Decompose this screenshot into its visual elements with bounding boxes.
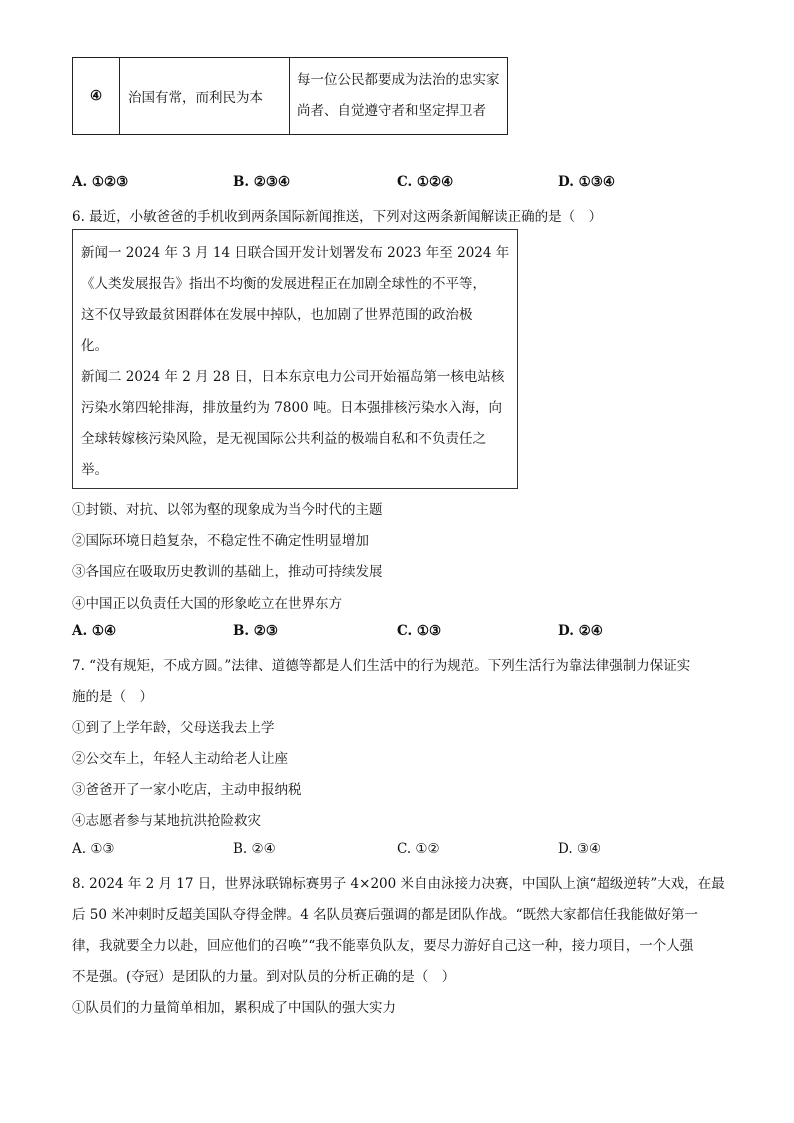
row-principle: 治国有常，而利民为本 bbox=[120, 58, 290, 135]
q5-option-c[interactable]: C. ①②④ bbox=[397, 174, 454, 190]
q6-item-2: ②国际环境日趋复杂，不稳定性不确定性明显增加 bbox=[72, 533, 369, 549]
news-line-1: 新闻一 2024 年 3 月 14 日联合国开发计划署发布 2023 年至 2024 年 bbox=[81, 245, 510, 261]
q6-option-d[interactable]: D. ②④ bbox=[558, 623, 603, 639]
q6-option-a[interactable]: A. ①④ bbox=[72, 623, 117, 639]
q5-option-d[interactable]: D. ①③④ bbox=[558, 174, 615, 190]
q7-stem-line1: 7. “没有规矩，不成方圆。”法律、道德等都是人们生活中的行为规范。下列生活行为靠法律强制力保证实 bbox=[72, 658, 691, 674]
news-line-8: 举。 bbox=[81, 462, 108, 478]
news-line-4: 化。 bbox=[81, 338, 108, 354]
q7-option-c[interactable]: C. ①② bbox=[397, 841, 440, 857]
q6-item-3: ③各国应在吸取历史教训的基础上，推动可持续发展 bbox=[72, 564, 383, 580]
q6-option-b[interactable]: B. ②③ bbox=[233, 623, 279, 639]
q6-item-4: ④中国正以负责任大国的形象屹立在世界东方 bbox=[72, 596, 342, 612]
news-line-2: 《人类发展报告》指出不均衡的发展进程正在加剧全球性的不平等， bbox=[81, 276, 486, 292]
q7-item-1: ①到了上学年龄，父母送我去上学 bbox=[72, 720, 275, 736]
q6-stem: 6. 最近，小敏爸爸的手机收到两条国际新闻推送，下列对这两条新闻解读正确的是（ ） bbox=[72, 209, 603, 225]
news-line-6: 污染水第四轮排海，排放量约为 7800 吨。日本强排核污染水入海，向 bbox=[81, 400, 502, 416]
q6-news-box bbox=[72, 229, 518, 489]
news-line-5: 新闻二 2024 年 2 月 28 日，日本东京电力公司开始福岛第一核电站核 bbox=[81, 369, 505, 385]
principles-table bbox=[72, 57, 508, 135]
q5-option-a[interactable]: A. ①②③ bbox=[72, 174, 129, 190]
row-description bbox=[290, 58, 508, 135]
news-line-3: 这不仅导致最贫困群体在发展中掉队，也加剧了世界范围的政治极 bbox=[81, 307, 473, 323]
q8-line-1: 8. 2024 年 2 月 17 日，世界泳联锦标赛男子 4×200 米自由泳接力决赛，中国队上演“超级逆转”大戏，在最 bbox=[72, 876, 725, 892]
q7-item-4: ④志愿者参与某地抗洪抢险救灾 bbox=[72, 813, 261, 829]
news-line-7: 全球转嫁核污染风险，是无视国际公共利益的极端自私和不负责任之 bbox=[81, 431, 486, 447]
row-number: ④ bbox=[73, 58, 120, 135]
table-row bbox=[73, 58, 508, 135]
q8-line-2: 后 50 米冲刺时反超美国队夺得金牌。4 名队员赛后强调的都是团队作战。“既然大家都信任我能做好第一 bbox=[72, 907, 699, 923]
row-description-line1: 每一位公民都要成为法治的忠实家 bbox=[297, 72, 500, 88]
q6-item-1: ①封锁、对抗、以邻为壑的现象成为当今时代的主题 bbox=[72, 502, 383, 518]
q8-line-4: 不是强。(夺冠）是团队的力量。到对队员的分析正确的是（ ） bbox=[72, 969, 456, 985]
q7-item-2: ②公交车上，年轻人主动给老人让座 bbox=[72, 751, 288, 767]
q7-option-a[interactable]: A. ①③ bbox=[72, 841, 115, 857]
q7-option-d[interactable]: D. ③④ bbox=[558, 841, 602, 857]
q6-option-c[interactable]: C. ①③ bbox=[397, 623, 442, 639]
q7-stem-line2: 施的是（ ） bbox=[72, 689, 153, 705]
q7-item-3: ③爸爸开了一家小吃店，主动申报纳税 bbox=[72, 782, 302, 798]
row-description-line2: 尚者、自觉遵守者和坚定捍卫者 bbox=[297, 103, 486, 119]
q8-line-3: 律，我就要全力以赴，回应他们的召唤”“我不能辜负队友，要尽力游好自己这一种，接力项目，一个人强 bbox=[72, 938, 694, 954]
q8-item-1: ①队员们的力量简单相加，累积成了中国队的强大实力 bbox=[72, 1000, 396, 1016]
q7-option-b[interactable]: B. ②④ bbox=[233, 841, 276, 857]
q5-option-b[interactable]: B. ②③④ bbox=[233, 174, 291, 190]
